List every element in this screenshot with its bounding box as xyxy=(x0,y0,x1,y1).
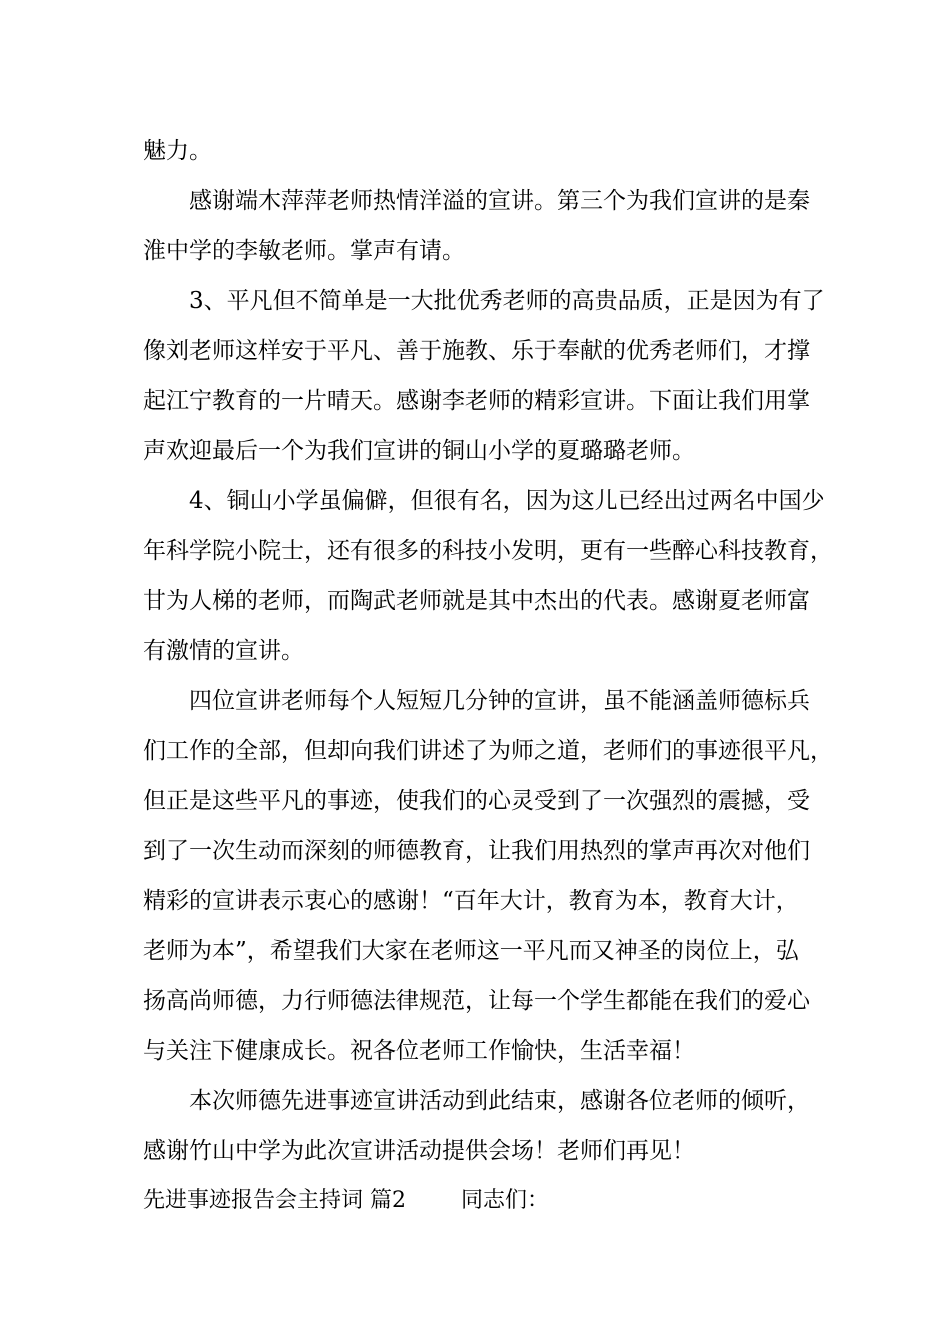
text-line: 扬高尚师德，力行师德法律规范，让每一个学生都能在我们的爱心 xyxy=(143,988,810,1014)
text-line: 们工作的全部，但却向我们讲述了为师之道，老师们的事迹很平凡， xyxy=(143,738,833,764)
text-line: 声欢迎最后一个为我们宣讲的铜山小学的夏璐璐老师。 xyxy=(143,438,695,464)
text-line: 3、平凡但不简单是一大批优秀老师的高贵品质，正是因为有了 xyxy=(189,288,825,314)
text-line: 年科学院小院士，还有很多的科技小发明，更有一些醉心科技教育， xyxy=(143,538,833,564)
text-line: 但正是这些平凡的事迹，使我们的心灵受到了一次强烈的震撼，受 xyxy=(143,788,810,814)
text-line: 感谢竹山中学为此次宣讲活动提供会场！老师们再见！ xyxy=(143,1138,695,1164)
text-line: 4、铜山小学虽偏僻，但很有名，因为这儿已经出过两名中国少 xyxy=(189,488,825,514)
text-line: 到了一次生动而深刻的师德教育，让我们用热烈的掌声再次对他们 xyxy=(143,838,810,864)
document-body xyxy=(143,126,833,1226)
text-line: 感谢端木萍萍老师热情洋溢的宣讲。第三个为我们宣讲的是秦 xyxy=(189,188,810,214)
text-line: 起江宁教育的一片晴天。感谢李老师的精彩宣讲。下面让我们用掌 xyxy=(143,388,810,414)
text-line: 四位宣讲老师每个人短短几分钟的宣讲，虽不能涵盖师德标兵 xyxy=(189,688,810,714)
text-line: 与关注下健康成长。祝各位老师工作愉快，生活幸福！ xyxy=(143,1038,695,1064)
text-line: 淮中学的李敏老师。掌声有请。 xyxy=(143,238,465,264)
text-line: 像刘老师这样安于平凡、善于施教、乐于奉献的优秀老师们，才撑 xyxy=(143,338,810,364)
text-line: 甘为人梯的老师，而陶武老师就是其中杰出的代表。感谢夏老师富 xyxy=(143,588,810,614)
text-line: 精彩的宣讲表示衷心的感谢！“百年大计，教育为本，教育大计， xyxy=(143,888,799,914)
greeting-text: 同志们： xyxy=(461,1188,550,1213)
text-line: 魅力。 xyxy=(143,138,212,164)
text-line: 本次师德先进事迹宣讲活动到此结束，感谢各位老师的倾听， xyxy=(189,1088,810,1114)
text-line: 老师为本”，希望我们大家在老师这一平凡而又神圣的岗位上，弘 xyxy=(143,938,799,964)
section-heading-line xyxy=(143,1176,808,1226)
section-title: 先进事迹报告会主持词 篇2 xyxy=(143,1188,406,1213)
text-line: 有激情的宣讲。 xyxy=(143,638,304,664)
